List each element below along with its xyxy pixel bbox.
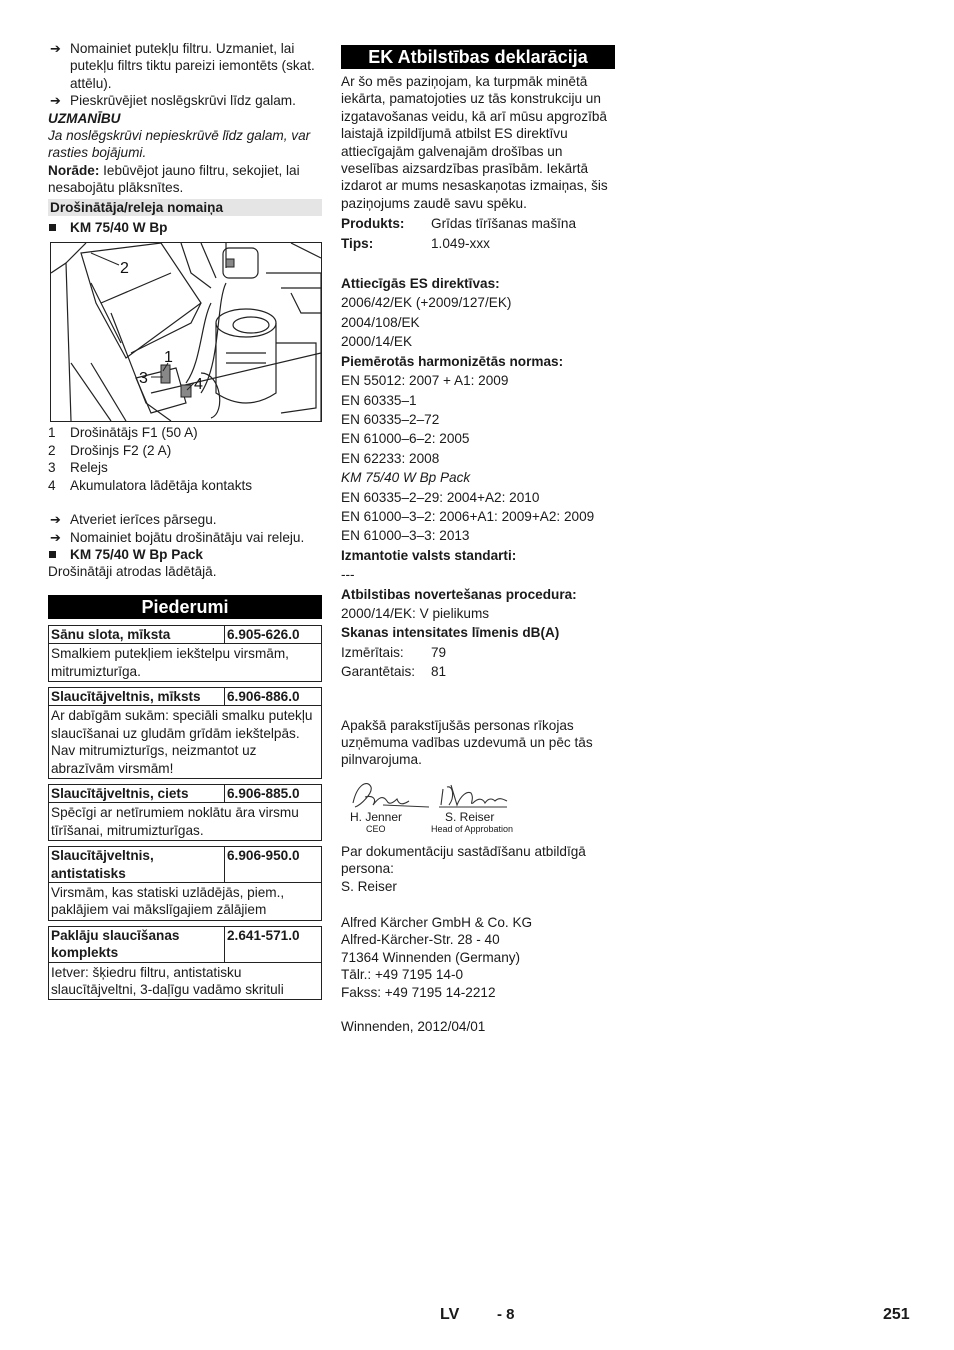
callout-3: 3 [139, 370, 148, 388]
legend-item: 2 Drošinjs F2 (2 A) [48, 442, 172, 458]
model-heading: KM 75/40 W Bp Pack [48, 546, 322, 563]
accessory-name: Sānu slota, mīksta [49, 626, 225, 643]
fuse-relay-figure [50, 242, 322, 422]
norm: EN 55012: 2007 + A1: 2009 [341, 373, 509, 389]
callout-4: 4 [194, 376, 203, 394]
legend-item: 3 Relejs [48, 460, 108, 476]
noise-measured-row: Izmērītais: 79 [341, 644, 447, 660]
signers-statement: Apakšā parakstījušās personas rīkojas uzņēmuma vadības uzdevumā un pēc tās pilnvarojuma. [341, 717, 593, 768]
instruction-step: ➔ Atveriet ierīces pārsegu. [50, 512, 217, 528]
accessory-item [48, 625, 322, 682]
legend-item: 4 Akumulatora lādētāja kontakts [48, 477, 253, 493]
model-heading: KM 75/40 W Bp [48, 219, 322, 236]
caution-label: UZMANĪBU [48, 110, 121, 126]
callout-1: 1 [164, 349, 173, 367]
signer1-role: CEO [366, 823, 386, 834]
procedure-value: 2000/14/EK: V pielikums [341, 605, 490, 621]
procedure-label: Atbilstibas novertešanas procedura: [341, 586, 577, 602]
place-date: Winnenden, 2012/04/01 [341, 1019, 486, 1035]
type-row: Tips: 1.049-xxx [341, 235, 490, 251]
right-column [341, 40, 615, 1035]
accessories-list [48, 625, 322, 1001]
accessory-part-number: 6.905-626.0 [227, 626, 300, 642]
accessory-item [48, 784, 322, 841]
company-line: Fakss: +49 7195 14-2212 [341, 984, 496, 1000]
instruction-step: ➔ Pieskrūvējiet noslēgskrūvi līdz galam. [50, 93, 296, 109]
accessory-name: Slaucītājveltnis, mīksts [49, 688, 225, 705]
declaration-intro: Ar šo mēs paziņojam, ka turpmāk minētā iekārta, pamatojoties uz tās konstrukciju un izgatavošanas veidu, kā arī mūsu apgrozībā laistajā izpildījumā atbilst ES direktīvu attiecīgajām galvenajām drošības un veselības aizsardzības prasībām. Iekārtā izdarot ar mums nesaskaņotas izmaiņas, šis paziņojums zaudē savu spēku. [341, 74, 608, 211]
model-note: Drošinātāji atrodas lādētājā. [48, 564, 217, 580]
norm: EN 60335–2–29: 2004+A2: 2010 [341, 489, 540, 505]
signer2-name: S. Reiser [445, 809, 495, 824]
company-line: 71364 Winnenden (Germany) [341, 949, 521, 965]
accessory-name: Paklāju slaucīšanas komplekts [49, 927, 225, 962]
signer1-name: H. Jenner [350, 809, 403, 824]
instruction-step: ➔ Nomainiet bojātu drošinātāju vai releju. [50, 529, 305, 545]
accessory-description: Spēcīgi ar netīrumiem noklātu āra virsmu tīrīšanai, mitrumizturīgas. [51, 805, 299, 838]
directive: 2004/108/EK [341, 314, 420, 330]
signer2-role: Head of Approbation [431, 823, 514, 834]
accessory-name: Slaucītājveltnis, ciets [49, 785, 225, 802]
accessory-item [48, 926, 322, 1001]
left-column [48, 40, 322, 1005]
accessories-heading: Piederumi [48, 595, 322, 619]
accessory-description: Smalkiem putekļiem iekštelpu virsmām, mitrumizturīga. [51, 646, 289, 679]
note: Norāde: Iebūvējot jauno filtru, sekojiet, lai nesabojātu plāksnītes. [48, 162, 300, 196]
noise-label: Skanas intensitates līmenis dB(A) [341, 625, 560, 641]
national-standards-value: --- [341, 567, 355, 583]
directive: 2006/42/EK (+2009/127/EK) [341, 295, 512, 311]
norm: EN 61000–3–3: 2013 [341, 528, 470, 544]
arrow-right-icon: ➔ [50, 512, 61, 528]
documentation-person-name: S. Reiser [341, 878, 397, 894]
arrow-right-icon: ➔ [50, 93, 61, 109]
section-subheading: Drošinātāja/releja nomaiņa [48, 199, 322, 216]
documentation-person-label: Par dokumentāciju sastādīšanu atbildīgā persona: [341, 843, 586, 877]
square-bullet-icon [49, 551, 56, 558]
noise-guaranteed-row: Garantētais: 81 [341, 664, 447, 680]
signature-block [341, 775, 615, 843]
accessory-item [48, 687, 322, 779]
accessory-part-number: 6.906-886.0 [227, 688, 300, 704]
national-standards-label: Izmantotie valsts standarti: [341, 547, 517, 563]
machine-interior-drawing [51, 243, 321, 421]
accessory-item [48, 846, 322, 921]
pack-label: KM 75/40 W Bp Pack [341, 470, 471, 486]
company-line: Alfred-Kärcher-Str. 28 - 40 [341, 932, 500, 948]
figure-legend [48, 424, 322, 494]
caution-text: Ja noslēgskrūvi nepieskrūvē līdz galam, var rasties bojājumi. [48, 128, 311, 161]
page-number: 251 [883, 1306, 910, 1323]
accessory-part-number: 6.906-950.0 [227, 848, 300, 864]
language-code: LV [440, 1306, 460, 1323]
signatures [343, 775, 543, 815]
norm: EN 61000–6–2: 2005 [341, 431, 470, 447]
product-row: Produkts: Grīdas tīrīšanas mašīna [341, 216, 577, 232]
accessory-description: Ar dabīgām sukām: speciāli smalku putekļu slaucīšanai uz gludām grīdām iekštelpās. Nav mitrumizturīgs, neizmantot uz abrazīvām virsmām! [51, 708, 313, 776]
local-page-number: - 8 [497, 1306, 515, 1323]
norm: EN 60335–2–72 [341, 411, 440, 427]
arrow-right-icon: ➔ [50, 529, 61, 545]
declaration-heading: EK Atbilstības deklarācija [341, 45, 615, 69]
norms-label: Piemērotās harmonizētās normas: [341, 353, 564, 369]
accessory-description: Virsmām, kas statiski uzlādējās, piem., paklājiem vai mākslīgajiem zālājiem [51, 885, 285, 918]
arrow-right-icon: ➔ [50, 41, 61, 56]
company-line: Tālr.: +49 7195 14-0 [341, 967, 464, 983]
instruction-step: ➔ Nomainiet putekļu filtru. Uzmaniet, lai putekļu filtrs tiktu pareizi iemontēts (skat. attēlu). [50, 41, 315, 91]
callout-2: 2 [120, 260, 129, 278]
directive: 2000/14/EK [341, 334, 413, 350]
company-line: Alfred Kärcher GmbH & Co. KG [341, 915, 533, 931]
norm: EN 60335–1 [341, 392, 417, 408]
legend-item: 1 Drošinātājs F1 (50 A) [48, 425, 198, 441]
square-bullet-icon [49, 224, 56, 231]
norm: EN 61000–3–2: 2006+A1: 2009+A2: 2009 [341, 508, 595, 524]
accessory-name: Slaucītājveltnis, antistatisks [49, 847, 225, 882]
accessory-description: Ietver: šķiedru filtru, antistatisku slaucītājveltni, 3-daļīgu vadāmo skrituli [51, 964, 284, 998]
accessory-part-number: 6.906-885.0 [227, 785, 300, 801]
norm: EN 62233: 2008 [341, 450, 440, 466]
accessory-part-number: 2.641-571.0 [227, 927, 300, 943]
directives-label: Attiecīgās ES direktīvas: [341, 276, 500, 292]
